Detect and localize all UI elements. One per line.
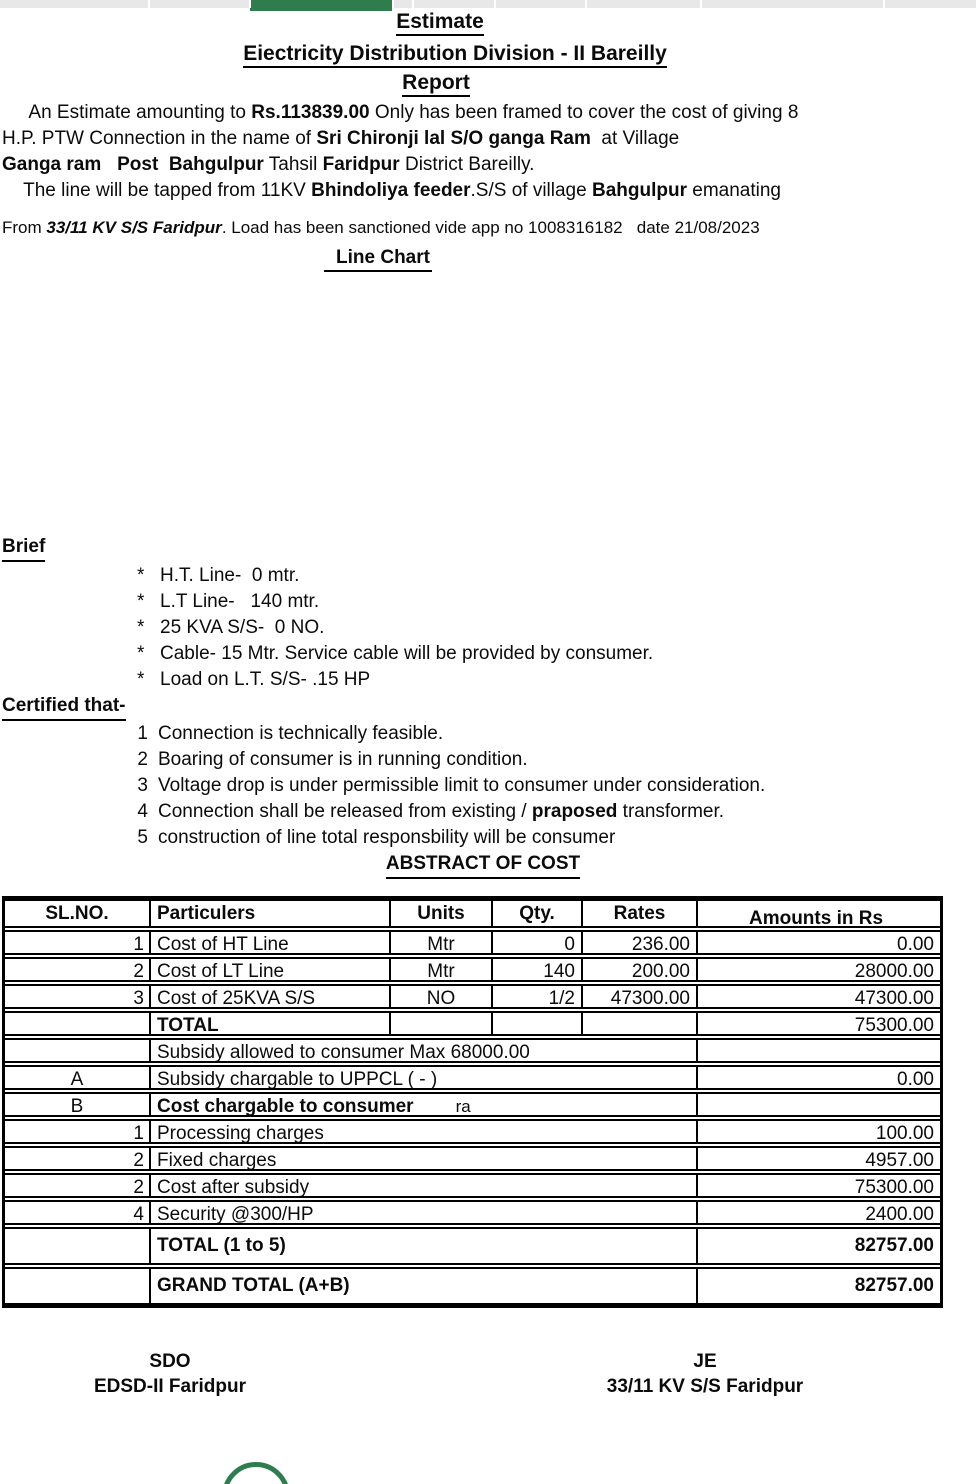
sl-no-cell: 4 bbox=[5, 1202, 151, 1225]
sheet-column-divider bbox=[494, 0, 496, 8]
amount-cell: 75300.00 bbox=[854, 1015, 934, 1036]
brief-item bbox=[0, 615, 976, 641]
certified-item-number: 2 bbox=[137, 749, 148, 770]
brief-item bbox=[0, 563, 976, 589]
title-division: Eiectricity Distribution Division - II Bareilly bbox=[0, 42, 943, 68]
certified-item-number: 3 bbox=[137, 775, 148, 796]
particulars-cell bbox=[151, 1229, 698, 1263]
particulars-text: Cost of HT Line bbox=[157, 934, 289, 955]
table-header-cell: SL.NO. bbox=[5, 901, 151, 928]
sl-no-cell: 2 bbox=[5, 959, 151, 982]
particulars-cell bbox=[151, 959, 391, 982]
intro-line bbox=[2, 178, 976, 204]
sl-no-cell: B bbox=[5, 1094, 151, 1117]
particulars-text: TOTAL (1 to 5) bbox=[157, 1235, 286, 1256]
particulars-cell bbox=[151, 1094, 698, 1117]
sheet-column-divider bbox=[585, 0, 587, 8]
brief-item bbox=[0, 589, 976, 615]
text-segment: Tahsil bbox=[263, 154, 323, 175]
bullet-asterisk: * bbox=[137, 565, 145, 586]
table-row bbox=[5, 1146, 940, 1171]
table-row bbox=[5, 957, 940, 982]
units-cell: NO bbox=[391, 986, 493, 1009]
particulars-cell bbox=[151, 1202, 698, 1225]
bullet-asterisk: * bbox=[137, 591, 145, 612]
amount-cell bbox=[698, 1094, 940, 1117]
text-segment: Boaring of consumer is in running condition. bbox=[158, 749, 528, 770]
text-segment: Connection shall be released from existing / bbox=[158, 801, 532, 822]
brief-item-text: Load on L.T. S/S- .15 HP bbox=[160, 669, 371, 690]
intro-line bbox=[2, 126, 976, 152]
sl-no-cell: 3 bbox=[5, 986, 151, 1009]
qty-cell bbox=[493, 1013, 583, 1036]
intro-line bbox=[2, 100, 976, 126]
units-cell: Mtr bbox=[391, 959, 493, 982]
particulars-text: Cost of 25KVA S/S bbox=[157, 988, 316, 1009]
sheet-column-divider bbox=[249, 0, 251, 8]
particulars-cell bbox=[151, 1040, 698, 1063]
table-header-row bbox=[5, 899, 940, 928]
amount-cell: 75300.00 bbox=[854, 1177, 934, 1198]
text-segment: H.P. PTW Connection in the name of bbox=[2, 128, 317, 149]
brief-heading: Brief bbox=[0, 534, 976, 562]
sl-no-cell bbox=[5, 1013, 151, 1036]
certified-item-number: 5 bbox=[137, 827, 148, 848]
particulars-cell bbox=[151, 932, 391, 955]
units-cell: Mtr bbox=[391, 932, 493, 955]
particulars-suffix: ra bbox=[455, 1097, 471, 1116]
line-chart-heading: Line Chart bbox=[0, 246, 866, 272]
particulars-cell bbox=[151, 1175, 698, 1198]
certified-item bbox=[0, 747, 976, 773]
text-segment: transformer. bbox=[617, 801, 725, 822]
text-segment: .S/S of village bbox=[470, 180, 592, 201]
text-segment: construction of line total responsbility will be consumer bbox=[158, 827, 616, 848]
sheet-column-divider bbox=[392, 0, 394, 8]
particulars-text: Subsidy chargable to UPPCL ( - ) bbox=[157, 1069, 438, 1090]
certified-item-number: 4 bbox=[137, 801, 148, 822]
rates-cell: 200.00 bbox=[583, 959, 698, 982]
particulars-text: Subsidy allowed to consumer Max 68000.00 bbox=[157, 1042, 530, 1063]
je-title: JE bbox=[693, 1351, 717, 1372]
table-row bbox=[5, 1173, 940, 1198]
table-header-cell: Units bbox=[391, 901, 493, 928]
text-segment: An Estimate amounting to bbox=[2, 102, 252, 123]
table-row bbox=[5, 1119, 940, 1144]
amount-cell: 82757.00 bbox=[854, 1235, 934, 1256]
certified-item bbox=[0, 799, 976, 825]
particulars-text: GRAND TOTAL (A+B) bbox=[157, 1275, 350, 1296]
sl-no-cell: 1 bbox=[5, 932, 151, 955]
text-segment: emanating bbox=[686, 180, 781, 201]
table-row bbox=[5, 1092, 940, 1117]
sanction-line bbox=[0, 217, 976, 239]
sheet-column-divider bbox=[700, 0, 702, 8]
table-row bbox=[5, 984, 940, 1009]
certified-item-number: 1 bbox=[137, 723, 148, 744]
particulars-cell bbox=[151, 1067, 698, 1090]
amount-cell: 4957.00 bbox=[865, 1150, 934, 1171]
table-row bbox=[5, 930, 940, 955]
particulars-text: Cost of LT Line bbox=[157, 961, 285, 982]
sl-no-cell: A bbox=[5, 1067, 151, 1090]
amount-cell: 2400.00 bbox=[865, 1204, 934, 1225]
brief-item-text: L.T Line- 140 mtr. bbox=[160, 591, 320, 612]
sl-no-cell: 2 bbox=[5, 1175, 151, 1198]
text-segment: Faridpur bbox=[322, 154, 400, 175]
qty-cell: 140 bbox=[493, 959, 583, 982]
table-row bbox=[5, 1065, 940, 1090]
particulars-text: Cost chargable to consumer bbox=[157, 1096, 414, 1117]
particulars-cell bbox=[151, 1148, 698, 1171]
particulars-cell bbox=[151, 1013, 391, 1036]
title-report: Report bbox=[0, 71, 924, 97]
sheet-column-divider bbox=[148, 0, 150, 8]
certified-item bbox=[0, 825, 976, 851]
sl-no-cell: 2 bbox=[5, 1148, 151, 1171]
sheet-column-divider bbox=[883, 0, 885, 8]
amount-cell: 100.00 bbox=[875, 1123, 934, 1144]
table-header-cell: Qty. bbox=[493, 901, 583, 928]
certified-heading: Certified that- bbox=[0, 693, 976, 721]
abstract-of-cost-heading: ABSTRACT OF COST bbox=[0, 851, 971, 879]
bullet-asterisk: * bbox=[137, 643, 145, 664]
table-row bbox=[5, 1011, 940, 1036]
signature-footer bbox=[0, 1351, 976, 1441]
text-segment: Voltage drop is under permissible limit to consumer under consideration. bbox=[158, 775, 766, 796]
text-segment: Connection is technically feasible. bbox=[158, 723, 444, 744]
amount-cell: 0.00 bbox=[897, 1069, 934, 1090]
text-segment: Rs.113839.00 bbox=[251, 102, 370, 123]
amount-cell: 82757.00 bbox=[854, 1275, 934, 1296]
text-segment: at Village bbox=[590, 128, 680, 149]
intro-paragraph bbox=[0, 100, 976, 204]
table-row bbox=[5, 1038, 940, 1063]
abstract-of-cost-table bbox=[2, 896, 943, 1308]
text-segment: praposed bbox=[531, 801, 618, 822]
table-header-cell: Particulers bbox=[151, 901, 391, 928]
particulars-text: TOTAL bbox=[157, 1015, 219, 1036]
table-header-cell: Rates bbox=[583, 901, 698, 928]
particulars-text: Cost after subsidy bbox=[157, 1177, 310, 1198]
amount-cell: 28000.00 bbox=[854, 961, 934, 982]
text-segment: From bbox=[2, 218, 47, 237]
sdo-office: EDSD-II Faridpur bbox=[93, 1376, 246, 1397]
bullet-asterisk: * bbox=[137, 617, 145, 638]
particulars-cell bbox=[151, 986, 391, 1009]
text-segment: Ganga ram Post Bahgulpur bbox=[2, 154, 264, 175]
brief-item-text: 25 KVA S/S- 0 NO. bbox=[160, 617, 325, 638]
text-segment: District Bareilly. bbox=[399, 154, 535, 175]
brief-item bbox=[0, 667, 976, 693]
particulars-text: Processing charges bbox=[157, 1123, 324, 1144]
amount-cell: 47300.00 bbox=[854, 988, 934, 1009]
title-estimate: Estimate bbox=[0, 10, 928, 36]
brief-item-text: Cable- 15 Mtr. Service cable will be provided by consumer. bbox=[160, 643, 654, 664]
bullet-asterisk: * bbox=[137, 669, 145, 690]
brief-item-text: H.T. Line- 0 mtr. bbox=[160, 565, 300, 586]
particulars-cell bbox=[151, 1269, 698, 1303]
green-circle-decoration bbox=[222, 1462, 290, 1484]
je-office: 33/11 KV S/S Faridpur bbox=[606, 1376, 804, 1397]
units-cell bbox=[391, 1013, 493, 1036]
text-segment: 33/11 KV S/S Faridpur bbox=[46, 218, 222, 237]
sl-no-cell bbox=[5, 1040, 151, 1063]
qty-cell: 1/2 bbox=[493, 986, 583, 1009]
particulars-text: Fixed charges bbox=[157, 1150, 277, 1171]
rates-cell: 236.00 bbox=[583, 932, 698, 955]
table-header-cell: Amounts in Rs bbox=[748, 908, 884, 928]
amount-cell: 0.00 bbox=[897, 934, 934, 955]
brief-item bbox=[0, 641, 976, 667]
sdo-title: SDO bbox=[149, 1351, 191, 1372]
sl-no-cell: 1 bbox=[5, 1121, 151, 1144]
signature-sdo bbox=[52, 1351, 288, 1401]
certified-list bbox=[0, 721, 976, 851]
text-segment: Only has been framed to cover the cost of giving 8 bbox=[369, 102, 799, 123]
qty-cell: 0 bbox=[493, 932, 583, 955]
table-row bbox=[5, 1227, 940, 1265]
table-row bbox=[5, 1200, 940, 1225]
rates-cell: 47300.00 bbox=[583, 986, 698, 1009]
text-segment: Bhindoliya feeder bbox=[311, 180, 471, 201]
text-segment: Bahgulpur bbox=[591, 180, 687, 201]
table-row bbox=[5, 1267, 940, 1305]
sheet-column-divider bbox=[412, 0, 414, 8]
sheet-top-bar bbox=[0, 0, 976, 8]
particulars-text: Security @300/HP bbox=[157, 1204, 314, 1225]
intro-line bbox=[2, 152, 976, 178]
text-segment: Sri Chironji lal S/O ganga Ram bbox=[316, 128, 591, 149]
brief-list bbox=[0, 563, 976, 693]
particulars-cell bbox=[151, 1121, 698, 1144]
certified-item bbox=[0, 773, 976, 799]
certified-item bbox=[0, 721, 976, 747]
text-segment: The line will be tapped from 11KV bbox=[2, 180, 312, 201]
signature-je bbox=[585, 1351, 825, 1401]
sl-no-cell bbox=[5, 1229, 151, 1263]
amount-cell bbox=[698, 1040, 940, 1063]
sl-no-cell bbox=[5, 1269, 151, 1303]
rates-cell bbox=[583, 1013, 698, 1036]
text-segment: . Load has been sanctioned vide app no 1008316182 date 21/08/2023 bbox=[221, 218, 760, 237]
